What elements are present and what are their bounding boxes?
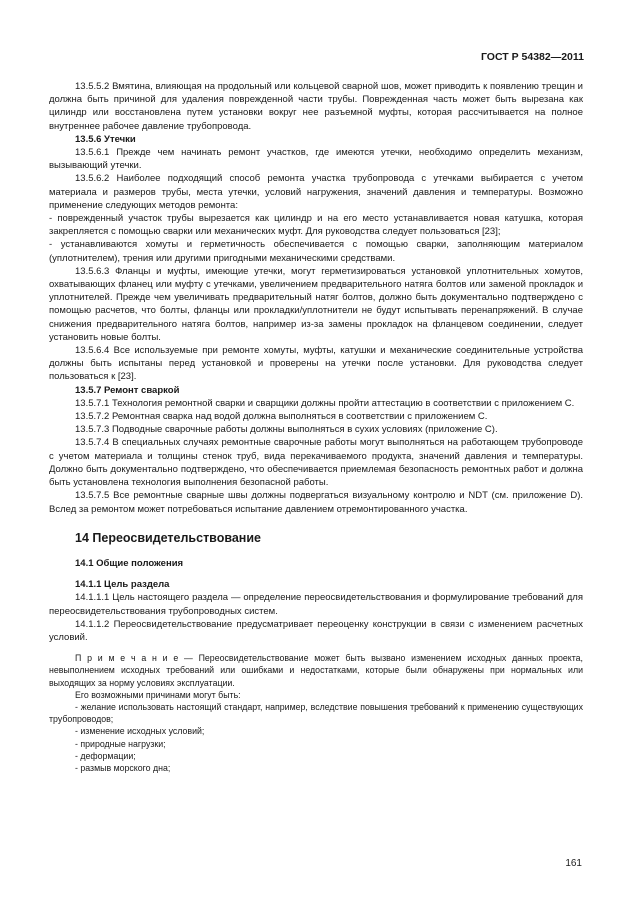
heading-13-5-6: 13.5.6 Утечки bbox=[75, 133, 136, 145]
note-reasons-intro: Его возможными причинами могут быть: bbox=[75, 689, 241, 700]
heading-14-1-1: 14.1.1 Цель раздела bbox=[75, 579, 170, 591]
list-item-dash-2: - устанавливаются хомуты и герметичность обеспечивается с помощью сварки, заполняющим материалом (уплотнителем), трения или другими пригодными механическими средствами. bbox=[49, 239, 583, 264]
paragraph-14-1-1-2: 14.1.1.2 Переосвидетельствование предусматривает переоценку конструкции в связи с изменением расчетных условий. bbox=[49, 618, 583, 643]
heading-13-5-7: 13.5.7 Ремонт сваркой bbox=[75, 384, 180, 396]
note-text: — Переосвидетельствование может быть вызвано изменением исходных данных проекта, невыполнением исходных требований или ошибками и недостатками, которые были обнаружены при нормальных или выходящих за норму условиях эксплуатации. bbox=[49, 653, 583, 688]
note-list-item: - деформации; bbox=[75, 750, 136, 761]
paragraph-14-1-1-1: 14.1.1.1 Цель настоящего раздела — определение переосвидетельствования и формулирование требований для переосвидетельствования трубопроводных систем. bbox=[49, 592, 583, 617]
paragraph-13-5-7-2: 13.5.7.2 Ремонтная сварка над водой должна выполняться в соответствии с приложением С. bbox=[75, 411, 488, 423]
paragraph-13-5-7-4: 13.5.7.4 В специальных случаях ремонтные сварочные работы могут выполняться на работающем трубопроводе с учетом материала и толщины стенок труб, вида перекачиваемого продукта, значений давления и температуры. Должно быть документально подтверждено, что обеспечивается приемлемая безопасность ремонтных работ и должна быть установлена технология выполнения безопасной работы. bbox=[49, 437, 583, 489]
document-body bbox=[49, 80, 583, 774]
paragraph-13-5-6-4: 13.5.6.4 Все используемые при ремонте хомуты, муфты, катушки и механические соединительные устройства должны быть испытаны перед установкой и проверены на утечки после установки. Для руководства следует пользоваться к [23]. bbox=[49, 345, 583, 383]
note-paragraph bbox=[49, 652, 583, 689]
note-list-item: - желание использовать настоящий стандарт, например, вследствие повышения требований к применению существующих трубопроводов; bbox=[49, 701, 583, 725]
page-number: 161 bbox=[565, 858, 582, 869]
list-item-dash-1: - поврежденный участок трубы вырезается как цилиндр и на его место устанавливается новая катушка, которая закрепляется с помощью сварки или механических муфт. Для руководства следует пользоваться [23]; bbox=[49, 213, 583, 238]
paragraph-13-5-7-3: 13.5.7.3 Подводные сварочные работы должны выполняться в сухих условиях (приложение С). bbox=[75, 424, 498, 436]
standard-header: ГОСТ Р 54382—2011 bbox=[480, 51, 584, 63]
paragraph-13-5-7-1: 13.5.7.1 Технология ремонтной сварки и сварщики должны пройти аттестацию в соответствии с приложением С. bbox=[75, 397, 575, 409]
note-list-item: - размыв морского дна; bbox=[75, 762, 171, 773]
paragraph-13-5-6-2: 13.5.6.2 Наиболее подходящий способ ремонта участка трубопровода с утечками выбирается с учетом материала и размеров трубы, места утечки, условий нагружения, значений давления и температуры. Возможно применение следующих методов ремонта: bbox=[49, 173, 583, 211]
paragraph-13-5-6-1: 13.5.6.1 Прежде чем начинать ремонт участков, где имеются утечки, необходимо определить механизм, вызывающий утечки. bbox=[49, 147, 583, 172]
paragraph-13-5-5-2: 13.5.5.2 Вмятина, влияющая на продольный или кольцевой сварной шов, может приводить к появлению трещин и должна быть причиной для удаления поврежденной части трубы. Поврежденная часть может быть вырезана как цилиндр или восстановлена путем установки вокруг нее разъемной муфты, которая рассчитывается на полное внутреннее рабочее давление трубопровода. bbox=[49, 81, 583, 132]
heading-14-1: 14.1 Общие положения bbox=[75, 557, 184, 569]
note-block bbox=[49, 652, 583, 774]
note-label: П р и м е ч а н и е bbox=[75, 653, 179, 664]
section-14-title: 14 Переосвидетельствование bbox=[75, 530, 261, 545]
paragraph-13-5-6-3: 13.5.6.3 Фланцы и муфты, имеющие утечки, могут герметизироваться установкой уплотнительных хомутов, охватывающих фланец или муфту с утечками, увеличением предварительного натяга болтов или заменой прокладок и уплотнителей. Прежде чем увеличивать предварительный натяг болтов, должно быть документально подтверждено с помощью расчетов, что болты, фланцы или прокладки/уплотнители не будут испытывать перенапряжений. В случае снижения предварительного натяга болтов, например из-за замены прокладок на фланцевом соединении, следует установить новые болты. bbox=[49, 265, 583, 343]
paragraph-13-5-7-5: 13.5.7.5 Все ремонтные сварные швы должны подвергаться визуальному контролю и NDT (см. приложение D). Вслед за ремонтом может потребоваться испытание давлением отремонтированного участка. bbox=[49, 490, 583, 515]
note-list-item: - изменение исходных условий; bbox=[75, 726, 205, 737]
note-list-item: - природные нагрузки; bbox=[75, 738, 166, 749]
